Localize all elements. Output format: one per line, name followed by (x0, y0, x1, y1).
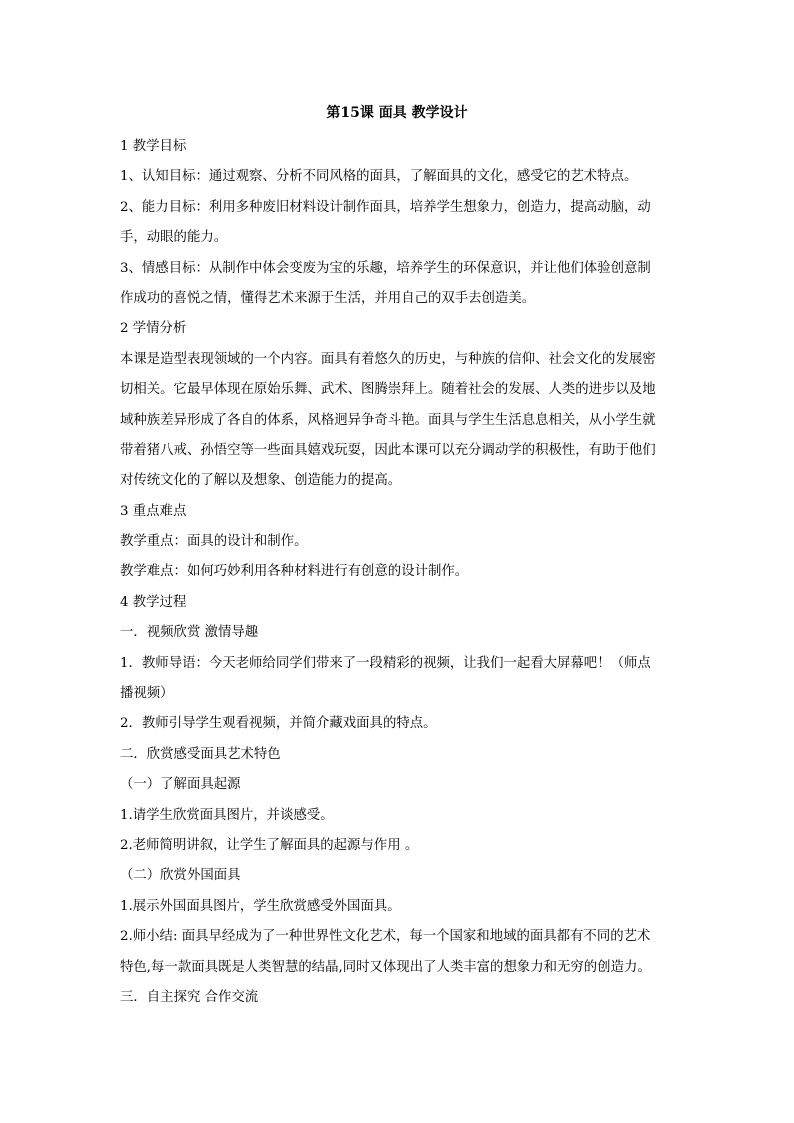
subsection-heading: （二）欣赏外国面具 (120, 868, 241, 884)
paragraph-line: 2.老师简明讲叙，让学生了解面具的起源与作用 。 (120, 837, 419, 853)
paragraph-line: 播视频） (120, 686, 174, 702)
paragraph-line: 1、认知目标：通过观察、分析不同风格的面具，了解面具的文化，感受它的艺术特点。 (120, 169, 638, 185)
paragraph-line: 1.展示外国面具图片，学生欣赏感受外国面具。 (120, 898, 401, 914)
paragraph-line: 教学难点：如何巧妙利用各种材料进行有创意的设计制作。 (120, 564, 469, 580)
paragraph-line: 2.师小结: 面具早经成为了一种世界性文化艺术，每一个国家和地域的面具都有不同的艺术 (120, 929, 651, 945)
paragraph-line: 作成功的喜悦之情，懂得艺术来源于生活，并用自己的双手去创造美。 (120, 290, 536, 306)
paragraph-line: 本课是造型表现领域的一个内容。面具有着悠久的历史，与种族的信仰、社会文化的发展密 (120, 351, 656, 367)
subsection-heading: 三．自主探究 合作交流 (120, 989, 259, 1005)
paragraph-line: 3、情感目标：从制作中体会变废为宝的乐趣，培养学生的环保意识，并让他们体验创意制 (120, 260, 651, 276)
section-heading-analysis: 2 学情分析 (120, 321, 187, 337)
paragraph-line: 1．教师导语：今天老师给同学们带来了一段精彩的视频，让我们一起看大屏幕吧！（师点 (120, 655, 651, 671)
paragraph-line: 2、能力目标：利用多种废旧材料设计制作面具，培养学生想象力，创造力，提高动脑，动 (120, 199, 651, 215)
paragraph-line: 带着猪八戒、孙悟空等一些面具嬉戏玩耍，因此本课可以充分调动学的积极性，有助于他们 (120, 442, 656, 458)
subsection-heading: 一．视频欣赏 激情导趣 (120, 625, 259, 641)
paragraph-line: 对传统文化的了解以及想象、创造能力的提高。 (120, 473, 402, 489)
document-body (120, 132, 680, 1013)
paragraph-line: 特色,每一款面具既是人类智慧的结晶,同时又体现出了人类丰富的想象力和无穷的创造力。 (120, 959, 651, 975)
paragraph-line: 切相关。它最早体现在原始乐舞、武术、图腾崇拜上。随着社会的发展、人类的进步以及地 (120, 382, 656, 398)
paragraph-line: 1.请学生欣赏面具图片，并谈感受。 (120, 807, 334, 823)
section-heading-process: 4 教学过程 (120, 594, 187, 610)
document-title: 第15课 面具 教学设计 (326, 105, 468, 121)
section-heading-objectives: 1 教学目标 (120, 139, 187, 154)
section-heading-key-points: 3 重点难点 (120, 503, 187, 519)
paragraph-line: 2．教师引导学生观看视频，并简介藏戏面具的特点。 (120, 716, 437, 732)
paragraph-line: 域种族差异形成了各自的体系，风格迥异争奇斗艳。面具与学生生活息息相关，从小学生就 (120, 412, 656, 428)
subsection-heading: （一）了解面具起源 (120, 777, 241, 793)
paragraph-line: 教学重点：面具的设计和制作。 (120, 534, 308, 550)
paragraph-line: 手，动眼的能力。 (120, 230, 228, 246)
subsection-heading: 二．欣赏感受面具艺术特色 (120, 746, 281, 762)
